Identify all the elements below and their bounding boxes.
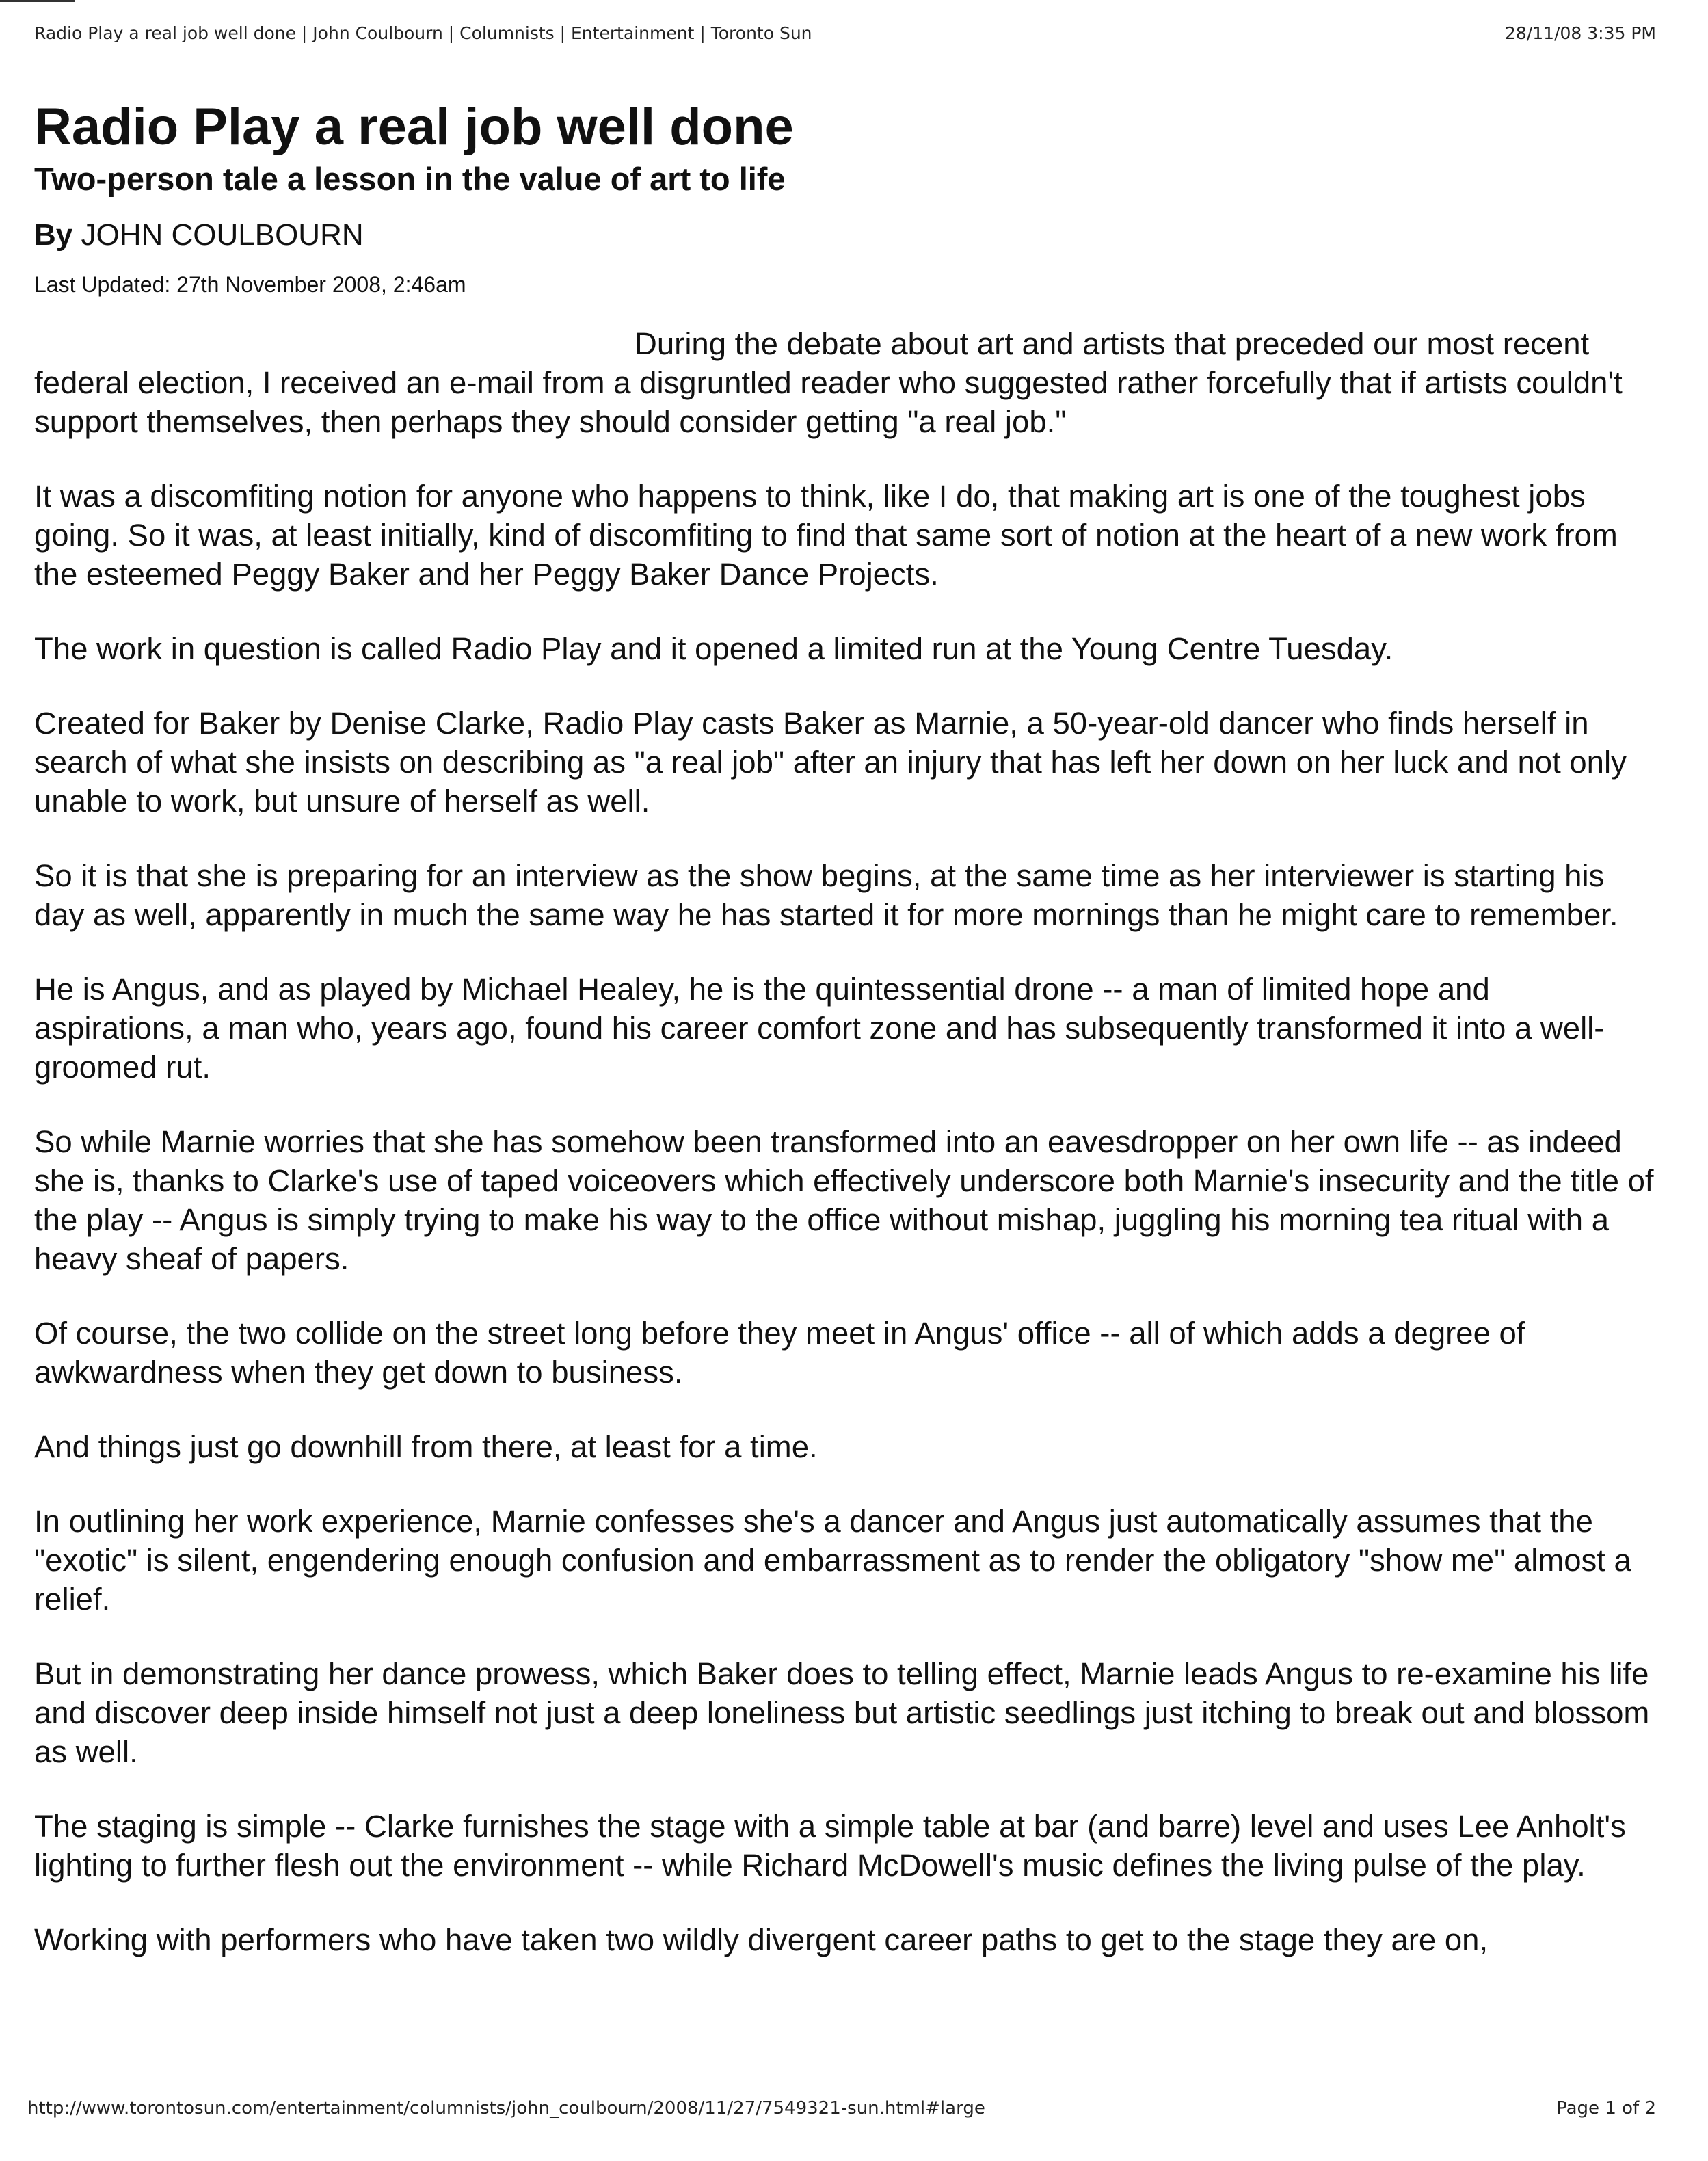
article-paragraph: And things just go downhill from there, at least for a time.	[34, 1429, 818, 1464]
byline-prefix: By	[34, 218, 73, 252]
article-paragraph: Working with performers who have taken two wildly divergent career paths to get to the stage they are on,	[34, 1922, 1489, 1957]
byline-author: JOHN COULBOURN	[81, 218, 364, 252]
print-header-title: Radio Play a real job well done | John Coulbourn | Columnists | Entertainment | Toronto Sun	[34, 23, 812, 43]
article-body	[34, 324, 1655, 1959]
article-paragraph: So it is that she is preparing for an interview as the show begins, at the same time as her interviewer is starting his day as well, apparently in much the same way he has started it for more mornings than he might care to remember.	[34, 858, 1618, 932]
article-paragraph: The staging is simple -- Clarke furnishes the stage with a simple table at bar (and barre) level and uses Lee Anholt's lighting to further flesh out the environment -- while Richard McDowell's music defines the living pulse of the play.	[34, 1809, 1626, 1883]
article-byline	[34, 216, 1655, 254]
print-footer	[27, 2098, 1674, 2125]
print-footer-url: http://www.torontosun.com/entertainment/columnists/john_coulbourn/2008/11/27/7549321-sun.html#large	[27, 2098, 985, 2119]
article-paragraph: Created for Baker by Denise Clarke, Radio Play casts Baker as Marnie, a 50-year-old dancer who finds herself in search of what she insists on describing as "a real job" after an injury that has left her down on her luck and not only unable to work, but unsure of herself as well.	[34, 706, 1627, 819]
article-headline: Radio Play a real job well done	[34, 98, 794, 156]
last-updated: Last Updated: 27th November 2008, 2:46am	[34, 272, 466, 297]
print-header	[34, 23, 1674, 51]
article-paragraph: So while Marnie worries that she has somehow been transformed into an eavesdropper on her own life -- as indeed she is, thanks to Clarke's use of taped voiceovers which effectively underscore both Marnie's insecurity and the title of the play -- Angus is simply trying to make his way to the office without mishap, juggling his morning tea ritual with a heavy sheaf of papers.	[34, 1124, 1654, 1276]
article-paragraph: During the debate about art and artists that preceded our most recent federal election, I received an e-mail from a disgruntled reader who suggested rather forcefully that if artists couldn't support themselves, then perhaps they should consider getting "a real job."	[34, 326, 1623, 439]
article-paragraph: Of course, the two collide on the street long before they meet in Angus' office -- all of which adds a degree of awkwardness when they get down to business.	[34, 1316, 1525, 1390]
print-header-date: 28/11/08 3:35 PM	[1505, 23, 1656, 43]
article-subheadline: Two-person tale a lesson in the value of art to life	[34, 161, 786, 197]
print-footer-page-number: Page 1 of 2	[1556, 2098, 1656, 2119]
article-paragraph: He is Angus, and as played by Michael Healey, he is the quintessential drone -- a man of limited hope and aspirations, a man who, years ago, found his career comfort zone and has subsequently transformed it into a well-groomed rut.	[34, 972, 1605, 1085]
article-paragraph: It was a discomfiting notion for anyone who happens to think, like I do, that making art is one of the toughest jobs going. So it was, at least initially, kind of discomfiting to find that same sort of notion at the heart of a new work from the esteemed Peggy Baker and her Peggy Baker Dance Projects.	[34, 479, 1618, 592]
article	[34, 96, 1655, 1995]
article-paragraph: In outlining her work experience, Marnie confesses she's a dancer and Angus just automatically assumes that the "exotic" is silent, engendering enough confusion and embarrassment as to render the obligatory "show me" almost a relief.	[34, 1504, 1631, 1617]
scan-corner-mark	[0, 0, 75, 2]
article-paragraph: But in demonstrating her dance prowess, which Baker does to telling effect, Marnie leads Angus to re-examine his life and discover deep inside himself not just a deep loneliness but artistic seedlings just itching to break out and blossom as well.	[34, 1656, 1650, 1769]
article-paragraph: The work in question is called Radio Play and it opened a limited run at the Young Centre Tuesday.	[34, 631, 1393, 666]
